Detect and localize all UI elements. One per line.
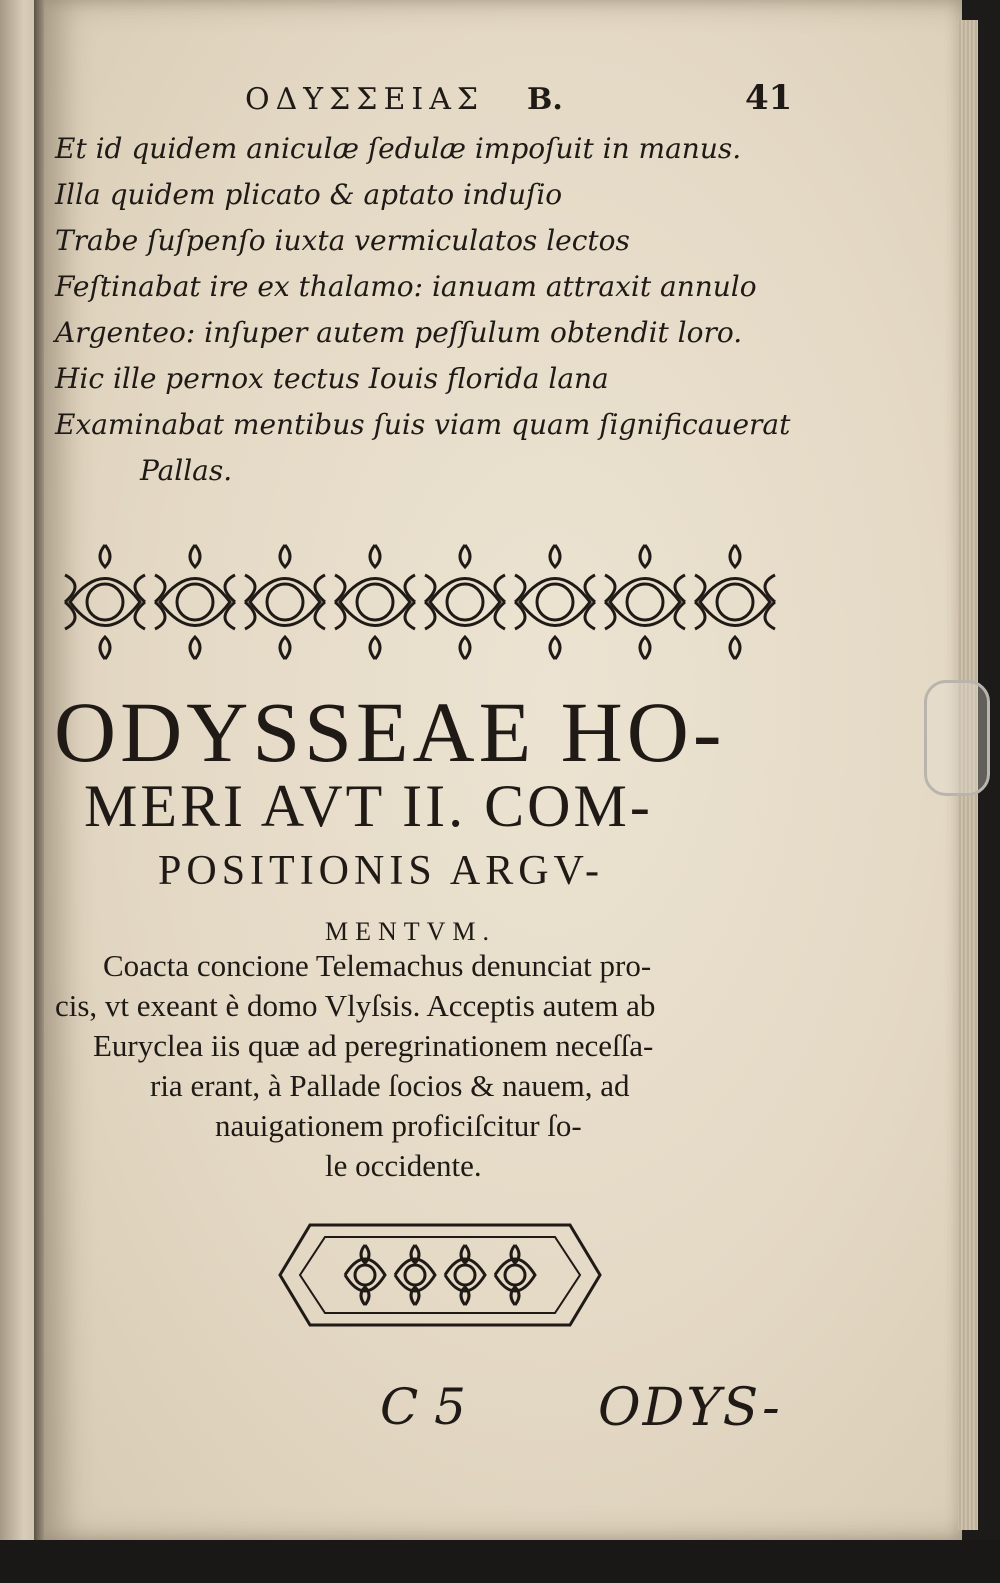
heading-line: ODYSSEAE HO-: [54, 684, 726, 780]
argument-line: nauigationem proficiſcitur ſo-: [215, 1108, 582, 1143]
heading-line: MENTVM.: [325, 917, 497, 946]
fleuron-cell: [695, 545, 775, 659]
running-title: ΟΔΥΣΣΕΙΑΣ: [245, 82, 485, 117]
argument-line: Euryclea iis quæ ad peregrinationem neceſſa-: [93, 1028, 654, 1063]
page-number: 41: [745, 78, 793, 118]
running-head: [245, 78, 793, 128]
signature-mark: C 5: [380, 1378, 466, 1436]
heading-line: POSITIONIS ARGV-: [158, 848, 605, 894]
verse-line: Examinabat mentibus ſuis viam quam ſignificauerat: [55, 408, 791, 441]
running-book-number: Β.: [527, 82, 563, 117]
argument-line: cis, vt exeant è domo Vlyſsis. Acceptis autem ab: [55, 988, 656, 1023]
fleuron-cell: [65, 545, 145, 659]
fleuron-cell: [425, 545, 505, 659]
argument-line: Coacta concione Telemachus denunciat pro-: [103, 948, 652, 983]
fleuron-cell: [515, 545, 595, 659]
bottom-shadow: [0, 1540, 1000, 1583]
verse-line: Argenteo: inſuper autem peſſulum obtendit loro.: [55, 316, 743, 349]
fleuron-tailpiece-ornament: [270, 1205, 610, 1345]
verse-line: Feſtinabat ire ex thalamo: ianuam attraxit annulo: [55, 270, 757, 303]
fleuron-cell: [245, 545, 325, 659]
argument-line: ria erant, à Pallade ſocios & nauem, ad: [150, 1068, 630, 1103]
tailpiece-cell: [345, 1245, 385, 1305]
argument-line: le occidente.: [325, 1148, 482, 1183]
tailpiece-cell: [395, 1245, 435, 1305]
verse-line: Et id quidem aniculæ ſedulæ impoſuit in manus.: [55, 132, 742, 165]
verse-line: Pallas.: [140, 454, 233, 487]
tailpiece-cell: [495, 1245, 535, 1305]
fleuron-cell: [335, 545, 415, 659]
fleuron-cell: [605, 545, 685, 659]
fleuron-cell: [155, 545, 235, 659]
tailpiece-cell: [445, 1245, 485, 1305]
page-footer: [380, 1378, 820, 1448]
fleuron-band-ornament: [60, 535, 790, 670]
page-clip-tab: [924, 680, 990, 796]
verse-line: Trabe ſuſpenſo iuxta vermiculatos lectos: [55, 224, 630, 257]
catchword: ODYS-: [598, 1378, 782, 1438]
verse-line: Hic ille pernox tectus Iouis florida lana: [55, 362, 609, 395]
heading-line: MERI AVT II. COM-: [84, 773, 653, 839]
verse-line: Illa quidem plicato & aptato induſio: [55, 178, 563, 211]
